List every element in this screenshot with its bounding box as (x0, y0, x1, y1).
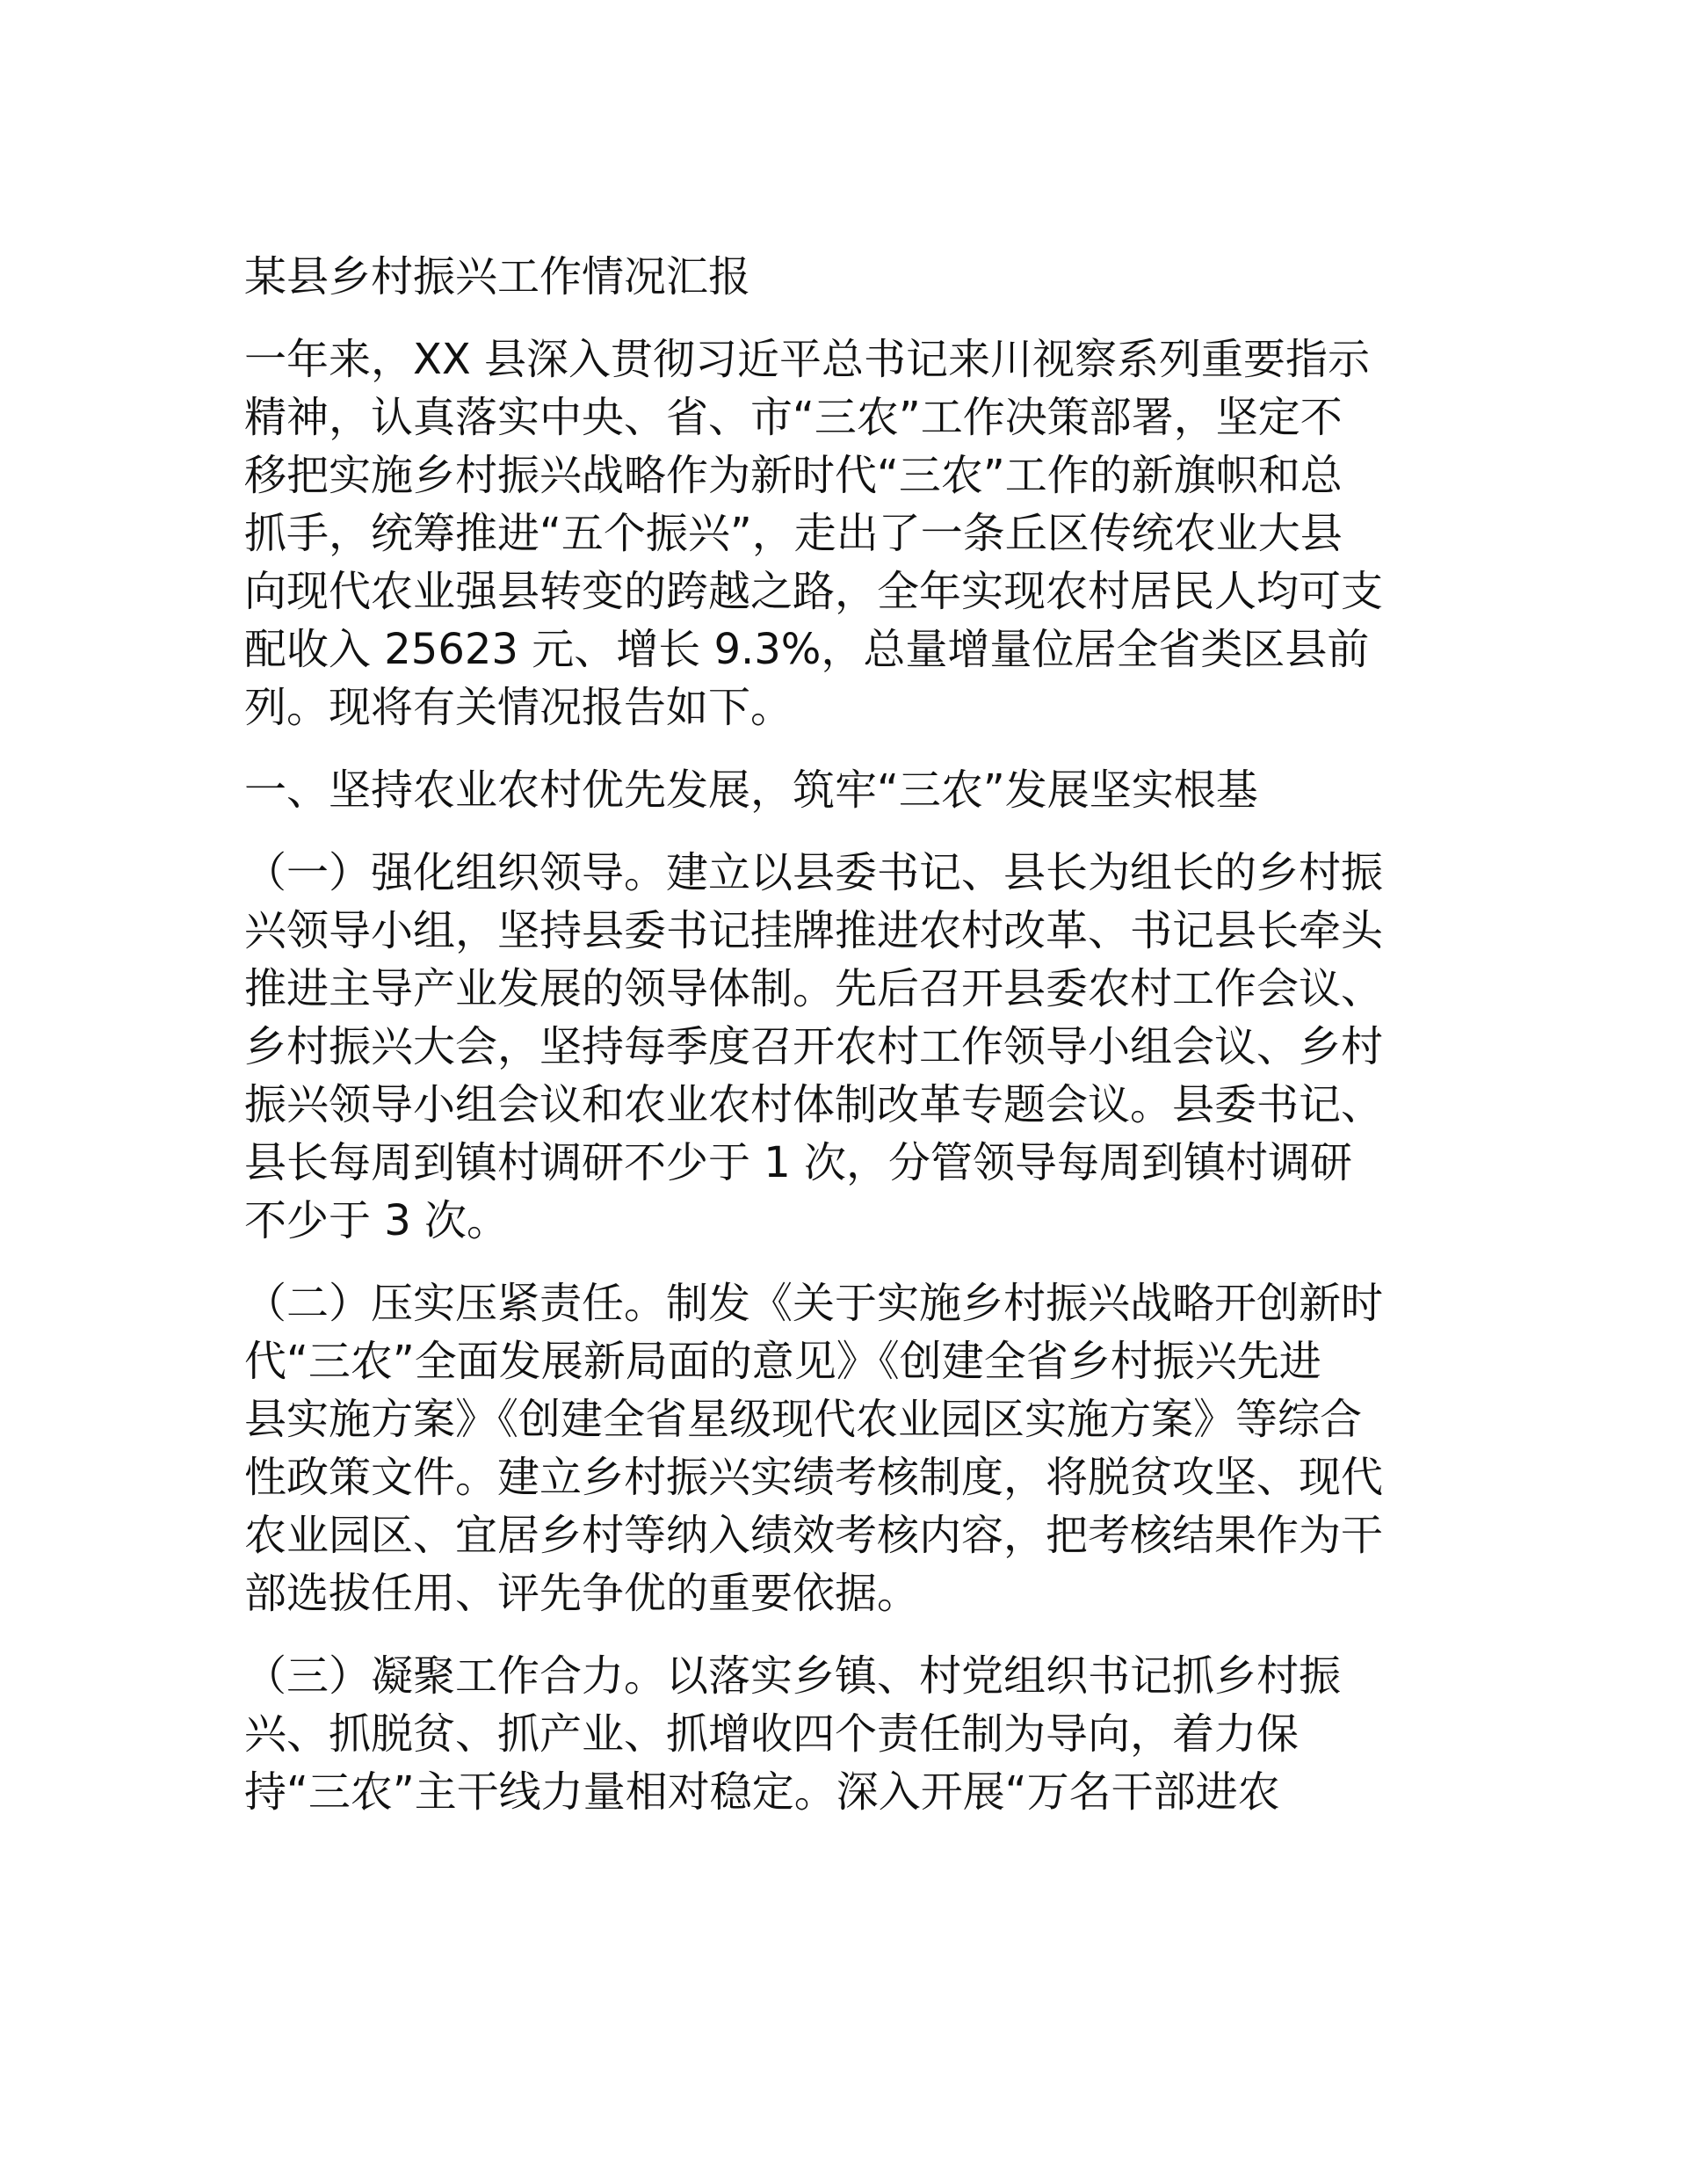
subsection-2-line: （二）压实压紧责任。制发《关于实施乡村振兴战略开创新时 (244, 1279, 1384, 1328)
subsection-2-line: 部选拔任用、评先争优的重要依据。 (244, 1569, 920, 1618)
intro-paragraph (244, 330, 1457, 736)
subsection-1-line: 不少于 3 次。 (244, 1196, 510, 1245)
subsection-1-line: （一）强化组织领导。建立以县委书记、县长为组长的乡村振 (244, 848, 1384, 897)
document-title: 某县乡村振兴工作情况汇报 (244, 252, 751, 301)
subsection-1-line: 县长每周到镇村调研不少于 1 次，分管领导每周到镇村调研 (244, 1138, 1353, 1187)
subsection-1-line: 推进主导产业发展的领导体制。先后召开县委农村工作会议、 (244, 964, 1384, 1013)
intro-line: 一年来，XX 县深入贯彻习近平总书记来川视察系列重要指示 (244, 335, 1371, 384)
intro-line: 精神，认真落实中央、省、市“三农”工作决策部署，坚定不 (244, 393, 1343, 442)
subsection-2-line: 农业园区、宜居乡村等纳入绩效考核内容，把考核结果作为干 (244, 1511, 1384, 1560)
subsection-2-line: 代“三农”全面发展新局面的意见》《创建全省乡村振兴先进 (244, 1337, 1321, 1386)
subsection-2-paragraph (244, 1274, 1457, 1622)
intro-line: 向现代农业强县转变的跨越之路，全年实现农村居民人均可支 (244, 567, 1384, 616)
document-body (244, 248, 1457, 1846)
intro-line: 配收入 25623 元、增长 9.3%，总量增量位居全省类区县前 (244, 625, 1370, 674)
subsection-1-line: 乡村振兴大会，坚持每季度召开农村工作领导小组会议、乡村 (244, 1022, 1384, 1071)
subsection-2-line: 县实施方案》《创建全省星级现代农业园区实施方案》等综合 (244, 1395, 1363, 1444)
intro-line: 列。现将有关情况报告如下。 (244, 683, 793, 732)
subsection-1-paragraph (244, 844, 1457, 1250)
subsection-1-line: 兴领导小组，坚持县委书记挂牌推进农村改革、书记县长牵头 (244, 906, 1384, 955)
subsection-3-paragraph (244, 1647, 1457, 1821)
subsection-3-line: （三）凝聚工作合力。以落实乡镇、村党组织书记抓乡村振 (244, 1651, 1342, 1701)
subsection-1-line: 振兴领导小组会议和农业农村体制改革专题会议。县委书记、 (244, 1080, 1384, 1129)
intro-line: 移把实施乡村振兴战略作为新时代“三农”工作的新旗帜和总 (244, 451, 1343, 500)
subsection-3-line: 持“三农”主干线力量相对稳定。深入开展“万名干部进农 (244, 1767, 1280, 1817)
subsection-2-line: 性政策文件。建立乡村振兴实绩考核制度，将脱贫攻坚、现代 (244, 1453, 1384, 1502)
subsection-3-line: 兴、抓脱贫、抓产业、抓增收四个责任制为导向，着力保 (244, 1709, 1300, 1759)
intro-line: 抓手，统筹推进“五个振兴”，走出了一条丘区传统农业大县 (244, 509, 1343, 558)
section-heading: 一、坚持农业农村优先发展，筑牢“三农”发展坚实根基 (244, 765, 1258, 815)
